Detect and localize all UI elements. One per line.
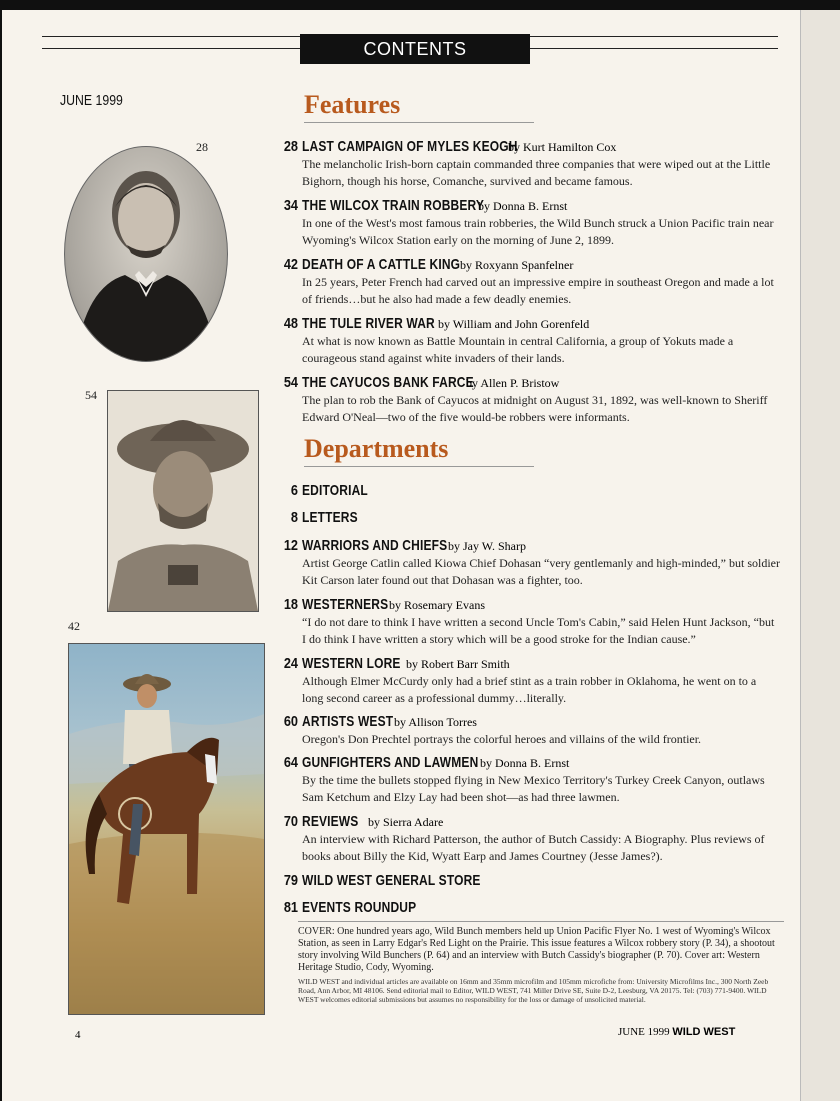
issue-date: JUNE 1999 <box>60 92 123 109</box>
entry-title: WARRIORS AND CHIEFS <box>302 537 448 554</box>
folio-magazine: WILD WEST <box>672 1026 736 1038</box>
top-rule-right <box>530 36 778 37</box>
horseman-painting-art <box>69 644 264 1014</box>
cayucos-portrait-art <box>108 391 258 611</box>
entry-title: THE WILCOX TRAIN ROBBERY <box>302 197 485 214</box>
entry-title: EDITORIAL <box>302 482 368 499</box>
entry-byline: by Jay W. Sharp <box>448 539 526 553</box>
entry-byline: by Allen P. Bristow <box>466 376 560 390</box>
entry-description: At what is now known as Battle Mountain in central California, a group of Yokuts made a courageous stand against white invaders of their lands. <box>302 334 734 365</box>
features-heading: Features <box>304 90 401 119</box>
cover-note: COVER: One hundred years ago, Wild Bunch members held up Union Pacific Flyer No. 1 west of Wyoming's Wilcox Station, as seen in Larry Edgar's Red Light on the Prairie. This issue features a Wilcox robbery story (P. 34), a shootout story involving Wild Bunchers (P. 64) and an interview with Butch Cassidy's biographer (P. 70). Cover art: Western Heritage Studio, Cody, Wyoming. <box>298 921 784 974</box>
entry-byline: by Kurt Hamilton Cox <box>508 140 617 154</box>
entry-byline: by Rosemary Evans <box>389 598 485 612</box>
features-rule <box>304 122 534 123</box>
entry-page-number: 42 <box>283 256 298 273</box>
entry-page-number: 64 <box>283 754 298 771</box>
entry-title: GUNFIGHTERS AND LAWMEN <box>302 754 479 771</box>
entry-title: DEATH OF A CATTLE KING <box>302 256 461 273</box>
entry-description: In 25 years, Peter French had carved out an impressive empire in southeast Oregon and made a lot of friends…but he also had made a few deadly enemies. <box>302 275 774 306</box>
entry-page-number: 24 <box>283 655 298 672</box>
entry-page-number: 28 <box>283 138 298 155</box>
entry-byline: by Donna B. Ernst <box>480 756 570 770</box>
entry-title: WILD WEST GENERAL STORE <box>302 872 481 889</box>
photo-page-number: 54 <box>85 388 97 402</box>
entry-page-number: 54 <box>283 374 298 391</box>
entry-title: LAST CAMPAIGN OF MYLES KEOGH <box>302 138 518 155</box>
keogh-portrait-art <box>65 147 227 361</box>
entry-page-number: 60 <box>283 713 298 730</box>
entry-title: LETTERS <box>302 509 358 526</box>
fine-print: WILD WEST and individual articles are available on 16mm and 35mm microfilm and 105mm microfiche from: University Microfilms Inc., 300 North Zeeb Road, Ann Arbor, MI 48106. Send editorial mail to Editor, WILD WEST, 741 Miller Drive SE, Suite D-2, Leesburg, VA 20175. Tel: (703) 771-9400. WILD WEST welcomes editorial submissions but assumes no responsibility for the loss or damage of unsolicited material. <box>298 977 769 1004</box>
folio-date: JUNE 1999 <box>618 1026 670 1038</box>
entry-byline: by Allison Torres <box>394 715 477 729</box>
departments-rule <box>304 466 534 467</box>
top-rule-right-2 <box>530 48 778 49</box>
entry-description: Although Elmer McCurdy only had a brief stint as a train robber in Oklahoma, he went on to a long second career as a professional dummy…literally. <box>302 674 757 705</box>
next-page-edge <box>800 10 840 1101</box>
entry-page-number: 79 <box>283 872 298 889</box>
entry-description: The melancholic Irish-born captain commanded three companies that were wiped out at the Little Bighorn, though his horse, Comanche, survived and became famous. <box>302 157 771 188</box>
entry-page-number: 81 <box>283 899 298 916</box>
entry-byline: by Sierra Adare <box>368 815 444 829</box>
cover-painting <box>68 643 265 1015</box>
entry-description: Artist George Catlin called Kiowa Chief Dohasan “very gentlemanly and high-minded,” but soldier Kit Carson later found out that Dohasan was a fighter, too. <box>302 556 780 587</box>
entry-title: WESTERN LORE <box>302 655 401 672</box>
departments-heading: Departments <box>304 434 449 463</box>
entry-byline: by Robert Barr Smith <box>406 657 510 671</box>
folio-page-number: 4 <box>75 1029 81 1041</box>
entry-page-number: 8 <box>290 509 298 526</box>
entry-byline: by William and John Gorenfeld <box>438 317 590 331</box>
entry-page-number: 34 <box>283 197 298 214</box>
entry-description: An interview with Richard Patterson, the author of Butch Cassidy: A Biography. Plus reviews of books about Billy the Kid, Wyatt Earp and James Courtney (Jesse James?). <box>302 832 765 863</box>
cayucos-portrait <box>107 390 259 612</box>
entry-page-number: 18 <box>283 596 298 613</box>
entry-byline: by Donna B. Ernst <box>478 199 568 213</box>
entry-title: THE CAYUCOS BANK FARCE <box>302 374 474 391</box>
entry-description: The plan to rob the Bank of Cayucos at midnight on August 31, 1892, was well-known to Sheriff Edward O'Neal—two of the five would-be robbers were informants. <box>302 393 768 424</box>
entry-description: Oregon's Don Prechtel portrays the colorful heroes and villains of the wild frontier. <box>302 732 702 746</box>
top-rule-left-2 <box>42 48 300 49</box>
entry-page-number: 48 <box>283 315 298 332</box>
entry-description: By the time the bullets stopped flying in New Mexico Territory's Turkey Creek Canyon, outlaws Sam Ketchum and Elzy Lay had been shot—as had three lawmen. <box>302 773 765 804</box>
entry-title: ARTISTS WEST <box>302 713 394 730</box>
entry-title: REVIEWS <box>302 813 359 830</box>
entry-title: THE TULE RIVER WAR <box>302 315 435 332</box>
entry-title: WESTERNERS <box>302 596 389 613</box>
entry-description: “I do not dare to think I have written a second Uncle Tom's Cabin,” said Helen Hunt Jackson, “but I do think I have written a story which will be a good stroke for the Indian cause.” <box>302 615 775 646</box>
photo-page-number: 42 <box>68 619 80 633</box>
top-rule-left <box>42 36 300 37</box>
folio-issue <box>618 1026 735 1038</box>
entry-page-number: 12 <box>283 537 298 554</box>
photo-page-number: 28 <box>196 140 208 154</box>
entry-byline: by Roxyann Spanfelner <box>460 258 574 272</box>
entry-page-number: 6 <box>290 482 298 499</box>
entry-title: EVENTS ROUNDUP <box>302 899 417 916</box>
contents-banner: CONTENTS <box>300 34 530 64</box>
entry-page-number: 70 <box>283 813 298 830</box>
keogh-portrait <box>64 146 228 362</box>
entry-description: In one of the West's most famous train robberies, the Wild Bunch struck a Union Pacific train near Wyoming's Wilcox Station early on the morning of June 2, 1899. <box>302 216 774 247</box>
